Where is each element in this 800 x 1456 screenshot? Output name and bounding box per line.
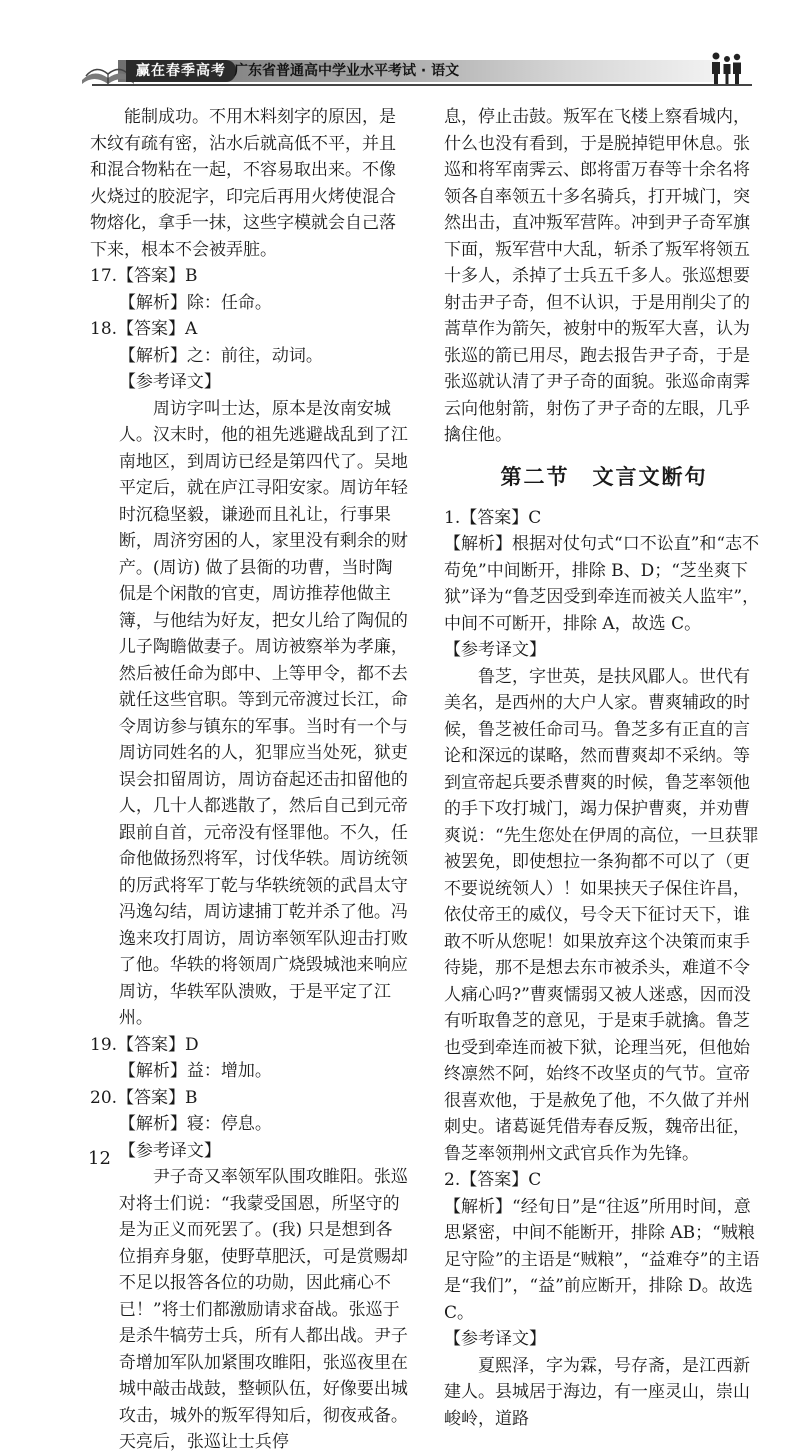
paragraph: 2.【答案】C	[444, 1170, 542, 1190]
header-rule	[92, 84, 752, 86]
paragraph: 【参考译文】	[444, 640, 546, 660]
paragraph: 夏熙泽，字为霖，号存斋，是江西新建人。县城居于海边，有一座灵山，崇山峻岭，道路	[444, 1355, 750, 1429]
people-silhouette-icon	[708, 50, 744, 86]
right-column-top	[444, 104, 764, 449]
paragraph: 鲁芝，字世英，是扶风郿人。世代有美名，是西州的大户人家。曹爽辅政的时候，鲁芝被任命司马。鲁芝多有正直的言论和深远的谋略，然而曹爽却不采纳。等到宣帝起兵要杀曹爽的时候，鲁芝率领他的手下攻打城门，竭力保护曹爽，并劝曹爽说：“先生您处在伊周的高位，一旦获罪被罢免，即使想拉一条狗都不可以了（更不要说统领人）！如果挟天子保住许昌，依仗帝王的威仪，号令天下征讨天下，谁敢不听从您呢！如果放弃这个决策而束手待毙，那不是想去东市被杀头，难道不令人痛心吗?”曹爽懦弱又被人迷惑，因而没有听取鲁芝的意见，于是束手就擒。鲁芝也受到牵连而被下狱，论理当死，但他始终凛然不阿，始终不改坚贞的气节。宣帝很喜欢他，于是赦免了他，不久做了并州刺史。诸葛诞凭借寿春反叛，魏帝出征，鲁芝率领荆州文武官兵作为先锋。	[444, 666, 759, 1164]
header-title: 广东省普通高中学业水平考试 · 语文	[234, 63, 460, 79]
paragraph: 尹子奇又率领军队围攻睢阳。张巡对将士们说：“我蒙受国恩，所坚守的是为正义而死罢了。(我) 只是想到各位捐弃身躯，使野草肥沃，可是赏赐却不足以报答各位的功勋，因此痛心不已！”将士们都激励请求奋战。张巡于是杀牛犒劳士兵，所有人都出战。尹子奇增加军队加紧围攻睢阳，张巡夜里在城中敲击战鼓，整顿队伍，好像要出城攻击，城外的叛军得知后，彻夜戒备。天亮后，张巡让士兵停	[118, 1167, 408, 1452]
paragraph: 【解析】益：增加。	[118, 1061, 272, 1081]
paragraph: 20.【答案】B	[90, 1087, 198, 1108]
paragraph: 【参考译文】	[118, 372, 221, 392]
series-badge: 赢在春季高考	[126, 60, 236, 82]
paragraph: 【参考译文】	[444, 1329, 546, 1349]
paragraph: 【解析】之：前往，动词。	[118, 345, 323, 366]
paragraph: 【解析】“经旬日”是“往返”所用时间，意思紧密，中间不能断开，排除 AB；“贼粮足守险”的主语是“贼粮”，“益难夺”的主语是“我们”，“益”前应断开，排除 D。故选 C。	[444, 1196, 760, 1323]
left-column	[90, 104, 408, 1456]
paragraph: 【解析】寝：停息。	[118, 1114, 272, 1134]
paragraph: 能制成功。不用木料刻字的原因，是木纹有疏有密，沾水后就高低不平，并且和混合物粘在一起，不容易取出来。不像火烧过的胶泥字，印完后再用火烤使混合物熔化，拿手一抹，这些字模就会自己落下来，根本不会被弄脏。	[90, 107, 396, 260]
running-header	[0, 0, 800, 100]
paragraph: 周访字叫士达，原本是汝南安城人。汉末时，他的祖先逃避战乱到了江南地区，到周访已经是第四代了。吴地平定后，就在庐江寻阳安家。周访年轻时沉稳坚毅，谦逊而且礼让，行事果断，周济穷困的人，家里没有剩余的财产。(周访) 做了县衙的功曹，当时陶侃是个闲散的官吏，周访推荐他做主簿，与他结为好友，把女儿给了陶侃的儿子陶瞻做妻子。周访被察举为孝廉，然后被任命为郎中、上等甲令，都不去就任这些官职。等到元帝渡过长江，命令周访参与镇东的军事。当时有一个与周访同姓名的人，犯罪应当处死，狱吏误会扣留周访，周访奋起还击扣留他的人，几十人都逃散了，然后自己到元帝跟前自首，元帝没有怪罪他。不久，任命他做扬烈将军，讨伐华轶。周访统领的厉武将军丁乾与华轶统领的武昌太守冯逸勾结，周访逮捕丁乾并杀了他。冯逸来攻打周访，周访率领军队迎击打败了他。华轶的将领周广烧毁城池来响应周访，华轶军队溃败，于是平定了江州。	[118, 398, 408, 1028]
right-column-bottom	[444, 505, 764, 1433]
paragraph: 1.【答案】C	[444, 507, 542, 528]
paragraph: 【参考译文】	[118, 1140, 221, 1161]
section-title: 第二节 文言文断句	[500, 464, 708, 489]
paragraph: 【解析】根据对仗句式“口不讼直”和“志不苟免”中间断开，排除 B、D；“芝坐爽下狱”译为“鲁芝因受到牵连而被关人监牢”，中间不可断开，排除 A，故选 C。	[444, 534, 760, 634]
paragraph: 【解析】除：任命。	[118, 292, 272, 313]
paragraph: 18.【答案】A	[90, 319, 198, 339]
paragraph: 19.【答案】D	[90, 1034, 199, 1055]
page-number: 12	[88, 1148, 111, 1169]
paragraph: 17.【答案】B	[90, 266, 198, 286]
paragraph: 息，停止击鼓。叛军在飞楼上察看城内，什么也没有看到，于是脱掉铠甲休息。张巡和将军南霁云、郎将雷万春等十余名将领各自率领五十多名骑兵，打开城门，突然出击，直冲叛军营阵。冲到尹子奇军旗下面，叛军营中大乱，斩杀了叛军将领五十多人，杀掉了士兵五千多人。张巡想要射击尹子奇，但不认识，于是用削尖了的蒿草作为箭矢，被射中的叛军大喜，认为张巡的箭已用尽，跑去报告尹子奇，于是张巡就认清了尹子奇的面貌。张巡命南霁云向他射箭，射伤了尹子奇的左眼，几乎擒住他。	[444, 107, 750, 445]
right-column	[444, 104, 764, 1432]
